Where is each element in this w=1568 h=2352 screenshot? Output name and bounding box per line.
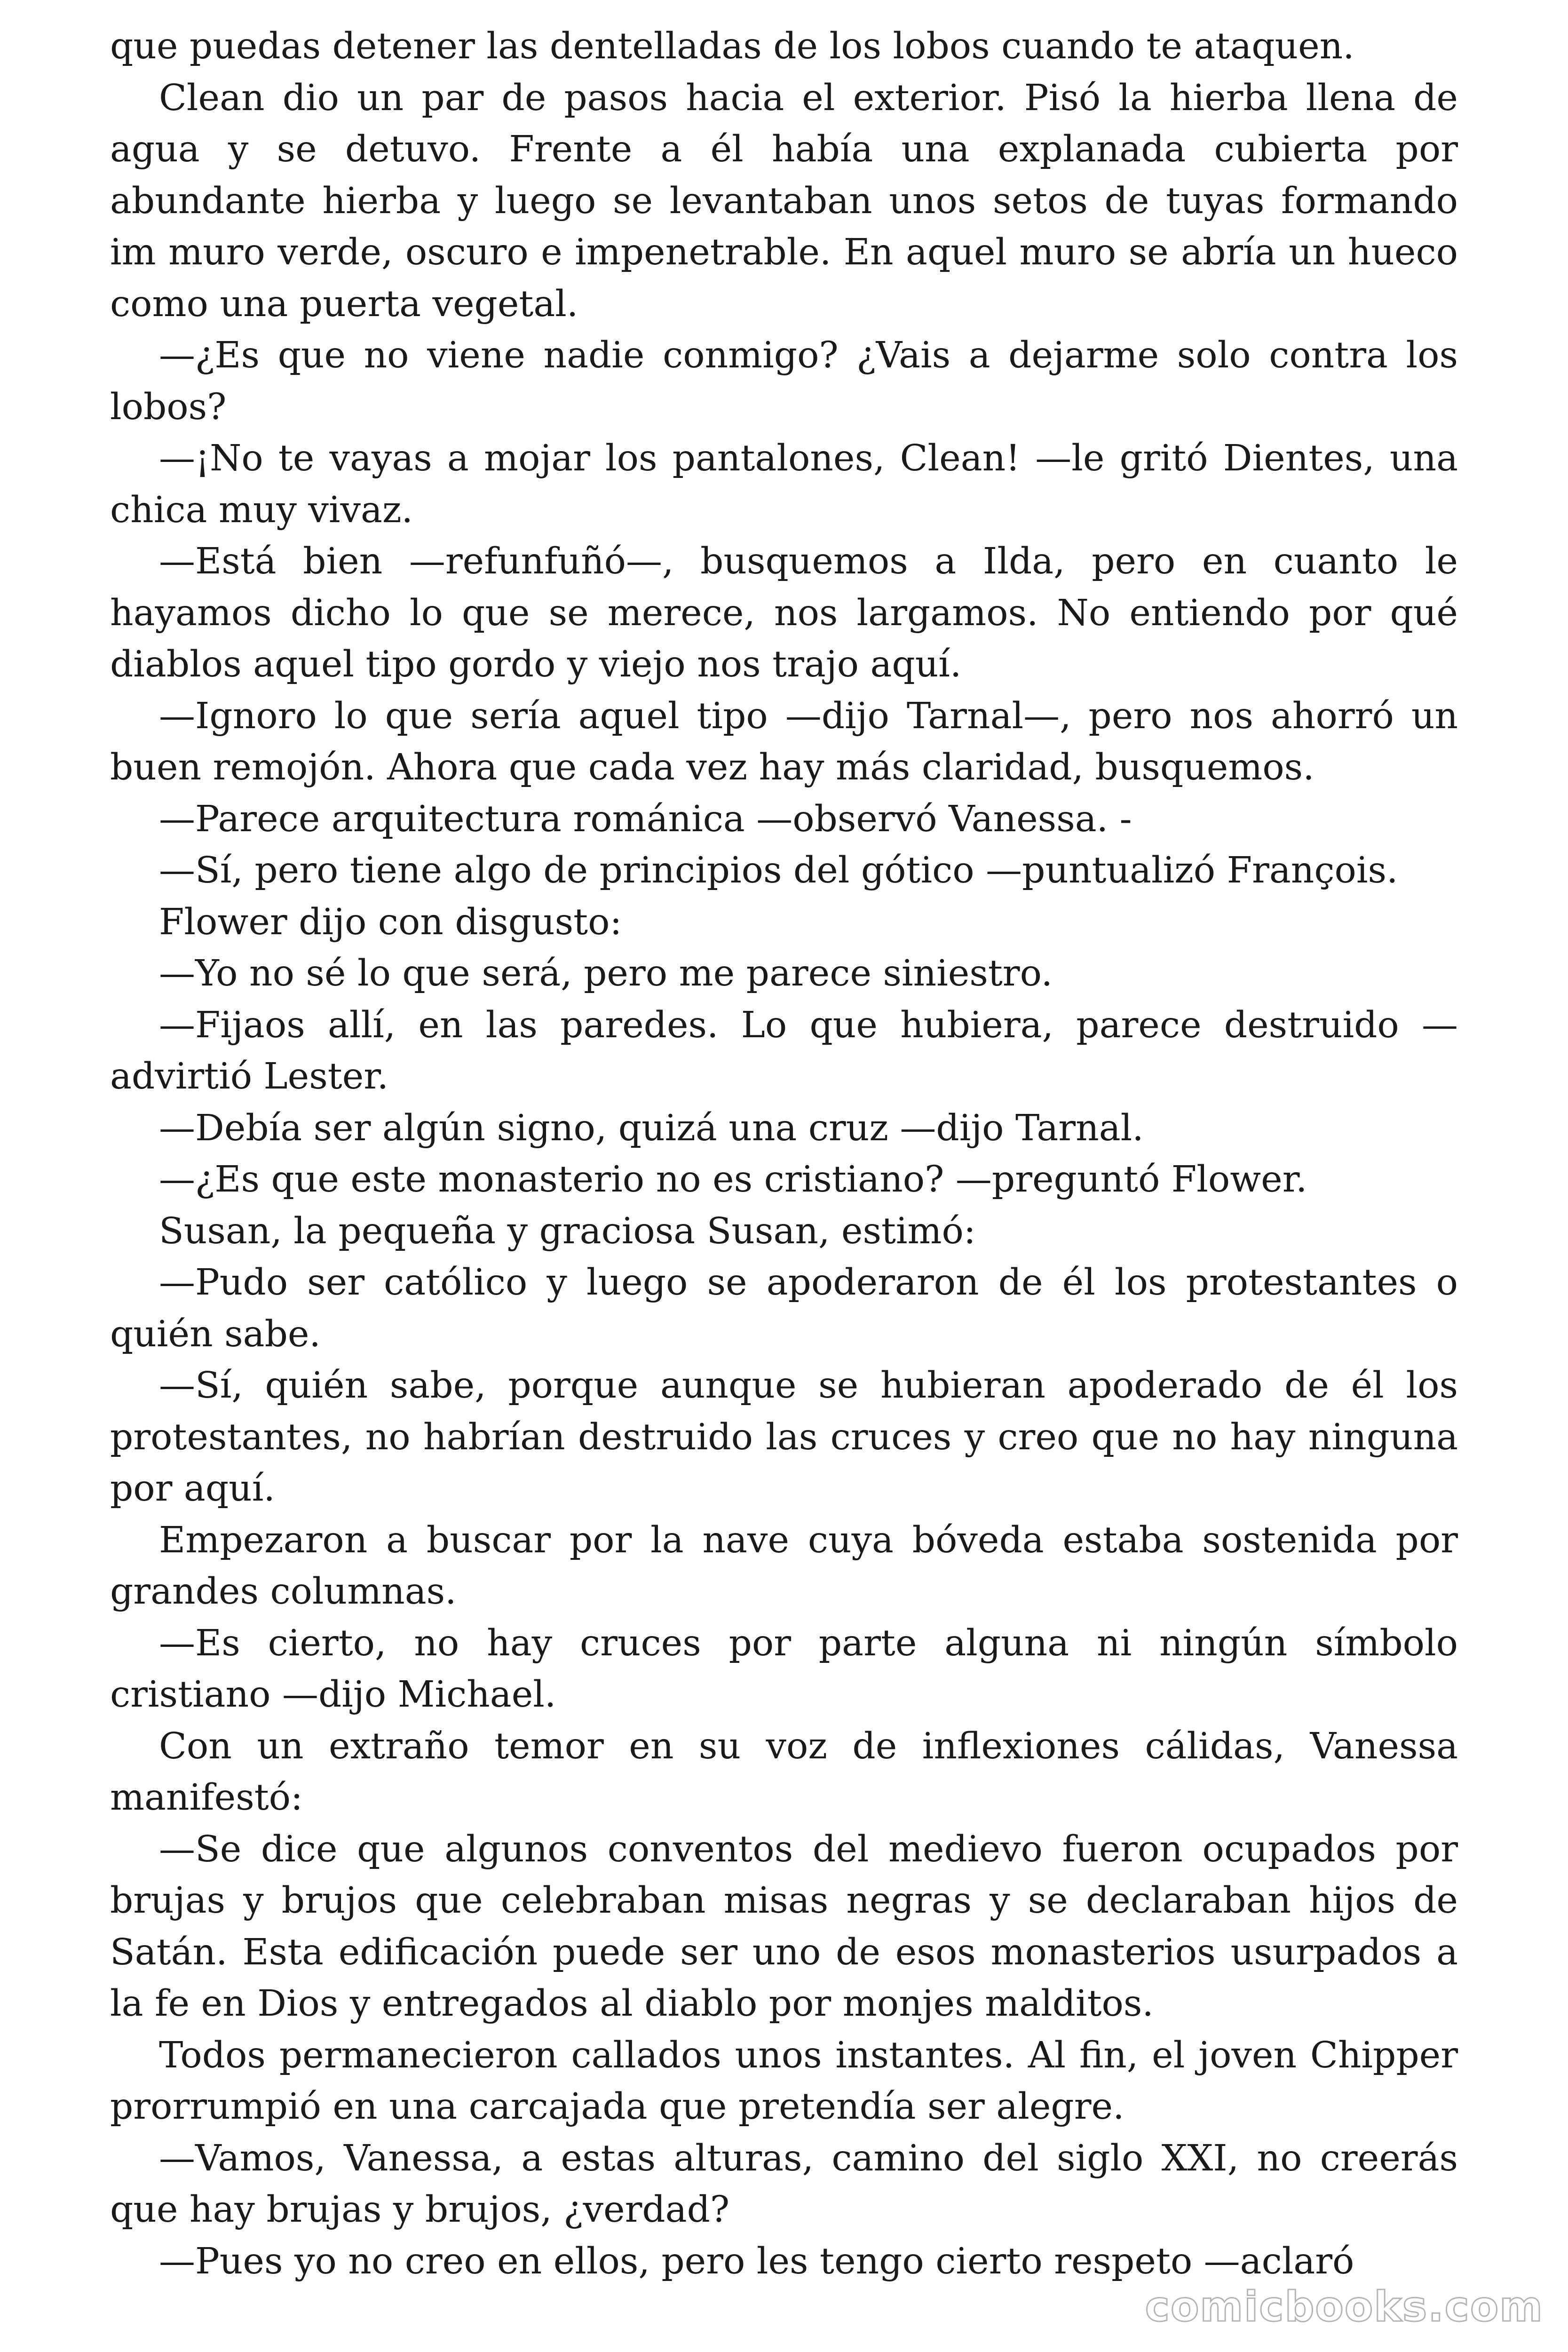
paragraph: —Fijaos allí, en las paredes. Lo que hubiera, parece destruido —advirtió Lester. (110, 1004, 1458, 1097)
paragraph: Clean dio un par de pasos hacia el exterior. Pisó la hierba llena de agua y se detuvo. Frente a él había una explanada cubierta por abundante hierba y luego se levantaban unos setos de tuyas formando im muro verde, oscuro e impenetrable. En aquel muro se abría un hueco como una puerta vegetal. (110, 77, 1458, 325)
paragraph: —Debía ser algún signo, quizá una cruz —dijo Tarnal. (159, 1107, 1144, 1149)
paragraph: —Parece arquitectura románica —observó Vanessa. - (159, 798, 1132, 840)
paragraph: —¡No te vayas a mojar los pantalones, Clean! —le gritó Dientes, una chica muy vivaz. (110, 437, 1458, 531)
paragraph: —Ignoro lo que sería aquel tipo —dijo Tarnal—, pero nos ahorró un buen remojón. Ahora que cada vez hay más claridad, busquemos. (110, 695, 1458, 788)
paragraph: —Pudo ser católico y luego se apoderaron de él los protestantes o quién sabe. (110, 1262, 1458, 1355)
page-text (110, 21, 1458, 2287)
paragraph: —Pues yo no creo en ellos, pero les tengo cierto respeto —aclaró (159, 2240, 1354, 2282)
paragraph: Susan, la pequeña y graciosa Susan, estimó: (159, 1210, 976, 1252)
paragraph: —¿Es que este monasterio no es cristiano? —preguntó Flower. (159, 1159, 1307, 1200)
paragraph: —Es cierto, no hay cruces por parte alguna ni ningún símbolo cristiano —dijo Michael. (110, 1622, 1458, 1716)
watermark: comicbooks.com (1145, 2282, 1544, 2331)
paragraph: —Vamos, Vanessa, a estas alturas, camino del siglo XXI, no creerás que hay brujas y brujos, ¿verdad? (110, 2137, 1458, 2231)
paragraph: Empezaron a buscar por la nave cuya bóveda estaba sostenida por grandes columnas. (110, 1519, 1458, 1613)
paragraph: Todos permanecieron callados unos instantes. Al fin, el joven Chipper prorrumpió en una carcajada que pretendía ser alegre. (110, 2034, 1458, 2128)
paragraph: —¿Es que no viene nadie conmigo? ¿Vais a dejarme solo contra los lobos? (110, 334, 1458, 428)
paragraph: —Yo no sé lo que será, pero me parece siniestro. (159, 953, 1053, 994)
paragraph: que puedas detener las dentelladas de los lobos cuando te ataquen. (110, 25, 1354, 67)
paragraph: Con un extraño temor en su voz de inflexiones cálidas, Vanessa manifestó: (110, 1725, 1458, 1819)
paragraph: Flower dijo con disgusto: (159, 901, 622, 943)
paragraph: —Sí, quién sabe, porque aunque se hubieran apoderado de él los protestantes, no habrían destruido las cruces y creo que no hay ninguna por aquí. (110, 1365, 1458, 1510)
paragraph: —Sí, pero tiene algo de principios del gótico —puntualizó François. (159, 850, 1398, 891)
paragraph: —Se dice que algunos conventos del medievo fueron ocupados por brujas y brujos que celebraban misas negras y se declaraban hijos de Satán. Esta edificación puede ser uno de esos monasterios usurpados a la fe en Dios y entregados al diablo por monjes malditos. (110, 1828, 1458, 2025)
paragraph: —Está bien —refunfuñó—, busquemos a Ilda, pero en cuanto le hayamos dicho lo que se merece, nos largamos. No entiendo por qué diablos aquel tipo gordo y viejo nos trajo aquí. (110, 540, 1458, 685)
